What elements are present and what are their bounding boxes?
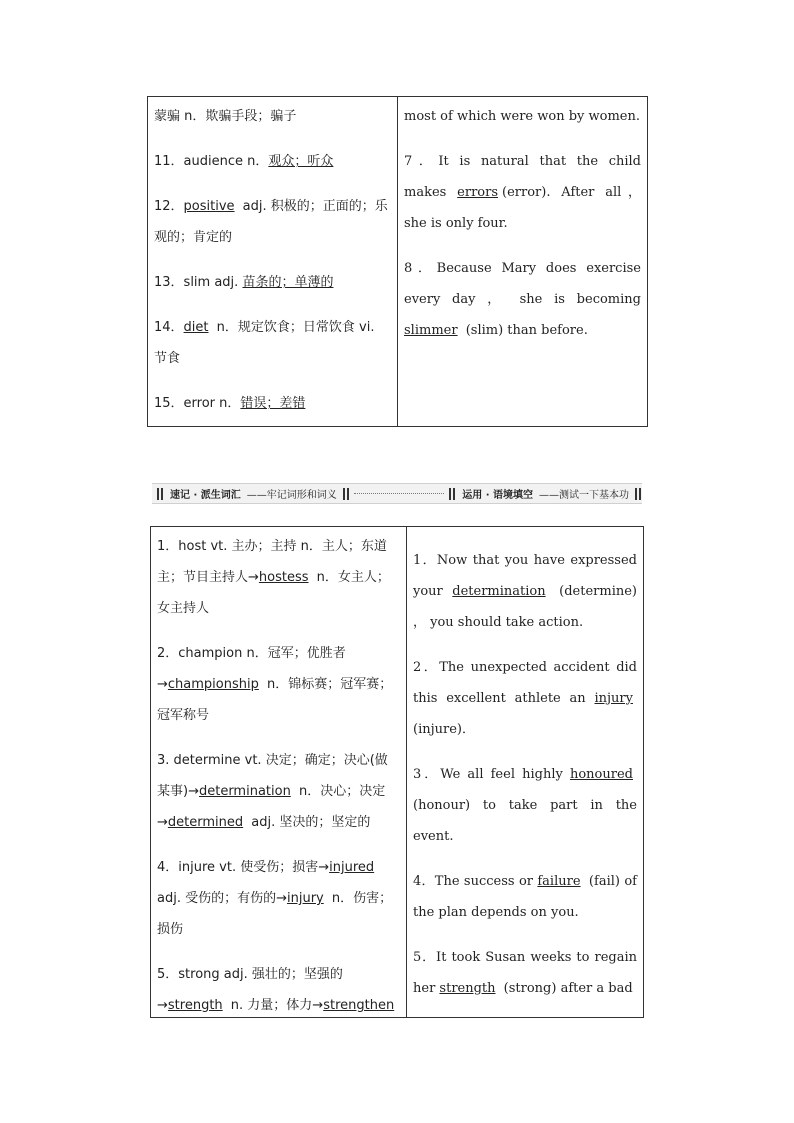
vocab-table-2-left [151,527,407,1017]
answer-blank: failure [537,874,581,889]
answer-blank: championship [167,677,259,692]
answer-blank: injury [287,891,324,906]
answer-blank: honoured [569,767,633,782]
banner-left-title: 速记 · 派生词汇 [170,490,241,501]
banner-right-title: 运用 · 语境填空 [462,490,533,501]
answer-blank: injury [594,691,633,706]
vocab-table-2 [150,526,644,1018]
banner-left-subtitle: ——牢记词形和词义 [246,490,337,501]
section-banner [152,483,642,504]
answer-blank: determined [167,815,244,830]
answer-blank: 观众；听众 [268,154,334,169]
divider-bar-icon [635,488,637,500]
answer-blank: errors [457,185,499,200]
answer-blank: strengthen [323,998,395,1013]
vocab-table-1-right [398,97,647,426]
answer-blank: determination [452,584,546,599]
divider-bar-icon [449,488,451,500]
divider-bar-icon [161,488,163,500]
vocab-entry: 13．slim adj. 苗条的；单薄的 [154,267,391,298]
exercise-item: 7．It is natural that the child makes errors (error). After all， she is only four. [404,154,642,231]
answer-blank: 错误；差错 [240,396,306,411]
answer-blank: strength [167,998,223,1013]
vocab-entry: 4．injure vt. 使受伤；损害→injured adj. 受伤的；有伤的→injury n．伤害；损伤 [157,860,393,937]
vocab-entry: 5．strong adj. 强壮的；坚强的→strength n. 力量；体力→strengthen [157,959,400,1021]
divider-bar-icon [453,488,455,500]
vocab-entry: 14．diet n．规定饮食；日常饮食 vi. 节食 [154,320,375,366]
vocab-entry: 15．error n．错误；差错 [154,388,391,419]
exercise-item: 2．The unexpected accident did this excellent athlete an injury (injure)． [413,660,637,737]
divider-bar-icon [639,488,641,500]
banner-dotted-line [354,493,444,494]
answer-blank: determination [198,784,291,799]
exercise-item: most of which were won by women. [404,109,640,124]
exercise-item: 5．It took Susan weeks to regain her strength (strong) after a bad [413,950,637,996]
divider-bar-icon [343,488,345,500]
answer-blank: positive [183,199,235,214]
divider-bar-icon [347,488,349,500]
vocab-table-2-right [407,527,643,1017]
banner-left [152,486,350,501]
vocab-entry: 11．audience n．观众；听众 [154,146,391,177]
exercise-item: 8．Because Mary does exercise every day ， she is becoming slimmer (slim) than before. [404,261,641,338]
answer-blank: 苗条的；单薄的 [242,275,334,290]
answer-blank: diet [183,320,209,335]
exercise-item: 1．Now that you have expressed your determination (determine) ， you should take action. [413,553,637,630]
exercise-item: 4．The success or failure (fail) of the plan depends on you. [413,874,637,920]
vocab-table-1 [147,96,648,427]
divider-bar-icon [157,488,159,500]
answer-blank: strength [439,981,496,996]
answer-blank: hostess [258,570,309,585]
answer-blank: injured [329,860,375,875]
vocab-entry: 蒙骗 n．欺骗手段；骗子 [154,109,297,124]
vocab-entry: 12．positive adj. 积极的；正面的；乐观的；肯定的 [154,199,388,245]
vocab-entry: 3. determine vt. 决定；确定；决心(做某事)→determination n．决心；决定→determined adj. 坚决的；坚定的 [157,753,388,830]
vocab-entry: 1．host vt. 主办；主持 n．主人；东道主；节目主持人→hostess n．女主人；女主持人 [157,539,390,616]
banner-right [448,486,642,501]
vocab-entry: 2．champion n．冠军；优胜者→championship n．锦标赛；冠军赛；冠军称号 [157,646,393,723]
banner-right-subtitle: ——测试一下基本功 [539,490,629,501]
vocab-table-1-left [148,97,398,426]
exercise-item: 3．We all feel highly honoured (honour) to take part in the event. [413,767,637,844]
answer-blank: slimmer [404,323,458,338]
